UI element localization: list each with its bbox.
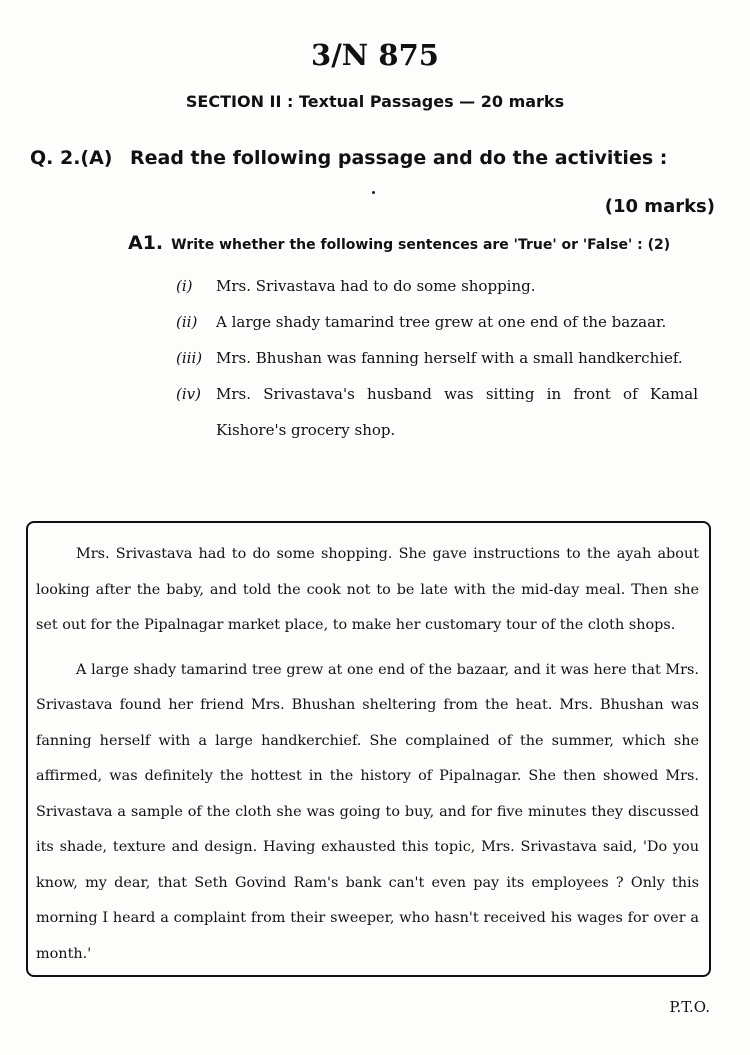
statement-number: (ii) xyxy=(176,313,198,331)
statement-item xyxy=(176,304,698,340)
passage-box xyxy=(26,521,711,977)
statement-text: Mrs. Srivastava's husband was sitting in front of Kamal Kishore's grocery shop. xyxy=(216,385,698,439)
statement-text: A large shady tamarind tree grew at one end of the bazaar. xyxy=(216,313,667,331)
activity-number: A1. xyxy=(128,232,164,254)
paper-code: 3/N 875 xyxy=(311,38,439,72)
activity-instruction: Write whether the following sentences are 'True' or 'False' : (2) xyxy=(171,237,671,253)
statement-list xyxy=(176,268,698,448)
statement-item xyxy=(176,376,698,448)
section-heading: SECTION II : Textual Passages — 20 marks xyxy=(185,92,565,111)
statement-number: (iv) xyxy=(176,385,201,403)
passage-paragraph: A large shady tamarind tree grew at one end of the bazaar, and it was here that Mrs. Srivastava found her friend Mrs. Bhushan sheltering from the heat. Mrs. Bhushan was fanning herself with a large handkerchief. She complained of the summer, which she affirmed, was definitely the hottest in the history of Pipalnagar. She then showed Mrs. Srivastava a sample of the cloth she was going to buy, and for five minutes they discussed its shade, texture and design. Having exhausted this topic, Mrs. Srivastava said, 'Do you know, my dear, that Seth Govind Ram's bank can't even pay its employees ? Only this morning I heard a complaint from their sweeper, who hasn't received his wages for over a month.' xyxy=(36,661,699,962)
question-instruction: Read the following passage and do the activities : xyxy=(130,147,668,169)
statement-item xyxy=(176,340,698,376)
question-heading xyxy=(30,147,667,169)
passage-paragraph: Mrs. Srivastava had to do some shopping. She gave instructions to the ayah about looking after the baby, and told the cook not to be late with the mid-day meal. Then she set out for the Pipalnagar market place, to make her customary tour of the cloth shops. xyxy=(36,546,699,633)
statement-text: Mrs. Srivastava had to do some shopping. xyxy=(216,277,536,295)
question-number: Q. 2.(A) xyxy=(30,147,113,169)
question-marks: (10 marks) xyxy=(604,196,715,217)
statement-number: (iii) xyxy=(176,349,203,367)
page-turn-note: P.T.O. xyxy=(669,998,710,1016)
statement-number: (i) xyxy=(176,277,193,295)
statement-item xyxy=(176,268,698,304)
scan-speck xyxy=(372,191,375,194)
statement-text: Mrs. Bhushan was fanning herself with a small handkerchief. xyxy=(216,349,683,367)
activity-heading xyxy=(128,232,670,254)
